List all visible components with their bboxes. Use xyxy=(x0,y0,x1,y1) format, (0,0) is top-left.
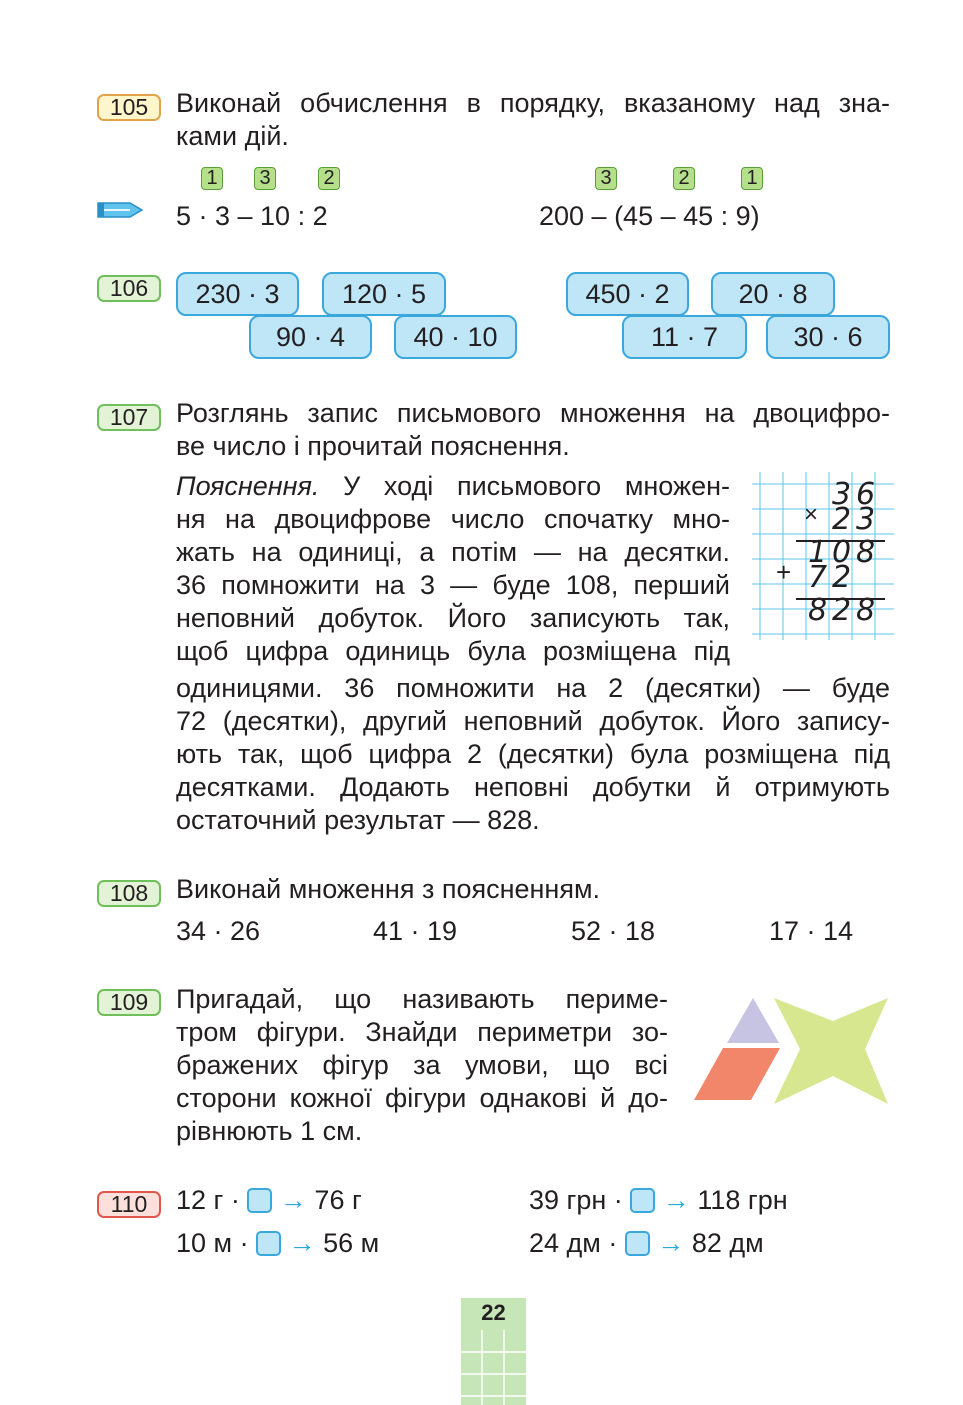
multiplication-item: 41 · 19 xyxy=(373,916,458,946)
arrow-icon: → xyxy=(657,1228,685,1258)
exercise-109-text xyxy=(176,983,668,1148)
result-text: 56 м xyxy=(323,1228,380,1258)
explanation-wrap-full xyxy=(176,672,890,837)
text-line: щоб цифра одиниць була розміщена під xyxy=(176,636,730,666)
text-line: тром фігури. Знайди периметри зо- xyxy=(176,1017,668,1047)
digit: 3 xyxy=(832,477,852,512)
digit: 7 xyxy=(808,560,828,595)
digit: 8 xyxy=(856,535,876,570)
example-card: 120 · 5 xyxy=(322,272,446,316)
answer-box xyxy=(256,1231,281,1256)
triangle-shape xyxy=(727,998,779,1043)
example-card: 90 · 4 xyxy=(249,315,372,359)
exercise-number-110: 110 xyxy=(97,1191,161,1218)
explanation-label: Пояснення. xyxy=(176,471,320,501)
text-line: рівнюють 1 см. xyxy=(176,1116,363,1146)
expression-1: 5 · 3 – 10 : 2 xyxy=(176,201,328,231)
text-line: 72 (десятки), другий неповний добуток. Його запису- xyxy=(176,706,890,736)
text-line: сторони кожної фігури однакові й до- xyxy=(176,1083,668,1113)
order-badge: 2 xyxy=(318,167,340,190)
example-card: 450 · 2 xyxy=(566,272,689,316)
arrow-icon: → xyxy=(279,1185,307,1215)
expression-2: 200 – (45 – 45 : 9) xyxy=(539,201,760,231)
text-line: ня на двоцифрове число спочатку мно- xyxy=(176,504,730,534)
exercise-number-105: 105 xyxy=(97,94,161,121)
page-number: 22 xyxy=(481,1300,506,1325)
text-span: У ході письмового множен- xyxy=(319,471,730,501)
text-line: одиницями. 36 помножити на 2 (десятки) — буде xyxy=(176,673,890,703)
example-card: 20 · 8 xyxy=(711,272,835,316)
text-line: ють так, щоб цифра 2 (десятки) була розміщена під xyxy=(176,739,890,769)
text-line: бражених фігур за умови, що всі xyxy=(176,1050,668,1080)
multiply-sign: × xyxy=(804,501,819,528)
text-line: Пригадай, що називають периме- xyxy=(176,984,668,1014)
exercise-107-text xyxy=(176,397,890,463)
order-badge: 1 xyxy=(741,167,763,190)
text-line: жать на одиниці, а потім — на десятки. xyxy=(176,537,730,567)
equation-row xyxy=(176,1184,362,1217)
multiplication-item: 17 · 14 xyxy=(769,916,854,946)
example-card: 11 · 7 xyxy=(622,315,747,359)
answer-box xyxy=(630,1188,655,1213)
text-line: десятками. Додають неповні добутки й отримують xyxy=(176,772,890,802)
text-line: ками дій. xyxy=(176,121,289,151)
exercise-number-109: 109 xyxy=(97,989,161,1016)
text-line: 36 помножити на 3 — буде 108, перший xyxy=(176,570,730,600)
multiplication-item: 52 · 18 xyxy=(571,916,656,946)
parallelogram-shape xyxy=(694,1048,780,1100)
example-card: 230 · 3 xyxy=(176,272,299,316)
text-line xyxy=(176,470,730,503)
digit: 0 xyxy=(832,535,852,570)
answer-box xyxy=(247,1188,272,1213)
explanation-wrap xyxy=(176,470,730,668)
text-line: неповний добуток. Його записують так, xyxy=(176,603,730,633)
equation-row xyxy=(529,1227,764,1260)
digit: 8 xyxy=(856,593,876,628)
example-card: 30 · 6 xyxy=(766,315,890,359)
result-text: 82 дм xyxy=(691,1228,764,1258)
text-line: Виконай обчислення в порядку, вказаному над зна- xyxy=(176,88,890,118)
digit: 1 xyxy=(808,535,828,570)
equation-row xyxy=(529,1184,788,1217)
equation-row xyxy=(176,1227,379,1260)
pencil-icon xyxy=(96,199,144,221)
multiplication-item: 34 · 26 xyxy=(176,916,261,946)
exercise-108-text: Виконай множення з поясненням. xyxy=(176,874,601,904)
order-badge: 3 xyxy=(595,167,617,190)
digit: 6 xyxy=(856,477,876,512)
digit: 2 xyxy=(832,502,852,537)
order-badge: 2 xyxy=(673,167,695,190)
exercise-number-108: 108 xyxy=(97,880,161,907)
arrow-icon: → xyxy=(662,1185,690,1215)
example-card: 40 · 10 xyxy=(394,315,517,359)
digit: 2 xyxy=(832,593,852,628)
exercise-number-106: 106 xyxy=(97,275,161,302)
exercise-number-107: 107 xyxy=(97,404,161,431)
factor-text: 24 дм · xyxy=(529,1228,618,1258)
order-badge: 3 xyxy=(254,167,276,190)
exercise-105-text xyxy=(176,87,890,153)
factor-text: 12 г · xyxy=(176,1185,240,1215)
text-line: ве число і прочитай пояснення. xyxy=(176,431,570,461)
factor-text: 39 грн · xyxy=(529,1185,623,1215)
digit: 8 xyxy=(808,593,828,628)
text-line: Розглянь запис письмового множення на двоцифро- xyxy=(176,398,890,428)
digit: 3 xyxy=(856,502,876,537)
plus-sign: + xyxy=(776,557,792,587)
arrow-icon: → xyxy=(288,1228,316,1258)
result-text: 118 грн xyxy=(697,1185,788,1215)
factor-text: 10 м · xyxy=(176,1228,249,1258)
digit: 2 xyxy=(832,560,852,595)
result-text: 76 г xyxy=(314,1185,362,1215)
answer-box xyxy=(625,1231,650,1256)
geometric-figures xyxy=(690,992,890,1108)
order-badge: 1 xyxy=(201,167,223,190)
star-shape xyxy=(774,998,888,1104)
text-line: остаточний результат — 828. xyxy=(176,805,540,835)
